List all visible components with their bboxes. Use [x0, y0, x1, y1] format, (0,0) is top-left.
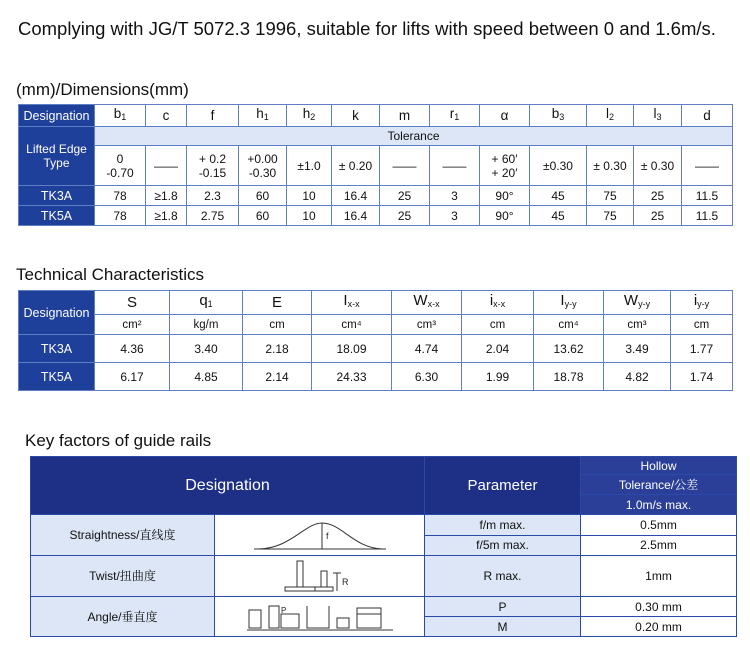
tol-l3: ± 0.30 — [634, 146, 682, 186]
param-cell: R max. — [425, 556, 581, 597]
fig-r-label: R — [341, 577, 348, 587]
table-cell: 18.78 — [534, 363, 604, 391]
table-cell: 3.49 — [604, 335, 671, 363]
twist-row — [31, 556, 737, 597]
col-h2: $h_2$ — [287, 105, 332, 127]
col-c: c — [146, 105, 187, 127]
col-b3: $b_3$ — [530, 105, 587, 127]
param-cell: f/5m max. — [425, 535, 581, 556]
designation-header: Designation — [19, 291, 95, 335]
tolerance-label: Tolerance — [95, 127, 733, 146]
table-cell: 16.4 — [332, 186, 380, 206]
value-cell: 0.5mm — [581, 515, 737, 536]
row-name: TK5A — [19, 206, 95, 226]
table-cell: 45 — [530, 206, 587, 226]
table-cell: 1.74 — [671, 363, 733, 391]
col-e: E — [243, 291, 312, 315]
table-cell: 25 — [380, 186, 430, 206]
straightness-row-1 — [31, 515, 737, 536]
col-k: k — [332, 105, 380, 127]
technical-units-row — [19, 315, 733, 335]
col-d: d — [682, 105, 733, 127]
col-f: f — [187, 105, 239, 127]
value-cell: 0.30 mm — [581, 597, 737, 617]
param-cell: f/m max. — [425, 515, 581, 536]
technical-symbols-row — [19, 291, 733, 315]
table-cell: 3.40 — [170, 335, 243, 363]
col-wxx: $W_{x-x}$ — [392, 291, 462, 315]
param-cell: P — [425, 597, 581, 617]
tol-f: + 0.2 -0.15 — [187, 146, 239, 186]
table-cell: 2.3 — [187, 186, 239, 206]
intro-text: Complying with JG/T 5072.3 1996, suitable for lifts with speed between 0 and 1.6m/s. — [18, 18, 716, 39]
tol-c: —— — [146, 146, 187, 186]
table-cell: 2.14 — [243, 363, 312, 391]
col-i-xx: $i_{x-x}$ — [462, 291, 534, 315]
col-b1: $b_1$ — [95, 105, 146, 127]
col-r1: $r_1$ — [430, 105, 480, 127]
unit-cell: cm — [243, 315, 312, 335]
col-h1: $h_1$ — [239, 105, 287, 127]
technical-heading: Technical Characteristics — [16, 265, 205, 284]
col-l3: $l_3$ — [634, 105, 682, 127]
angle-figure — [215, 597, 425, 637]
table-cell: 4.74 — [392, 335, 462, 363]
table-cell: 4.85 — [170, 363, 243, 391]
dimensions-heading: (mm)/Dimensions(mm) — [16, 80, 189, 99]
table-cell: 75 — [587, 186, 634, 206]
technical-table — [18, 290, 733, 391]
key-factors-table — [30, 456, 737, 637]
table-cell: 78 — [95, 206, 146, 226]
table-cell: 10 — [287, 186, 332, 206]
table-cell: 2.75 — [187, 206, 239, 226]
table-cell: 25 — [634, 186, 682, 206]
tol-r1: —— — [430, 146, 480, 186]
table-cell: 60 — [239, 186, 287, 206]
col-wyy: $W_{y-y}$ — [604, 291, 671, 315]
row-name: TK5A — [19, 363, 95, 391]
col-ixx: $I_{x-x}$ — [312, 291, 392, 315]
table-cell: 16.4 — [332, 206, 380, 226]
col-s: S — [95, 291, 170, 315]
value-cell: 0.20 mm — [581, 617, 737, 637]
designation-header: Designation — [19, 105, 95, 127]
fig-f-label: f — [325, 531, 329, 541]
angle-rail-icon — [245, 600, 395, 634]
tol-b3: ±0.30 — [530, 146, 587, 186]
table-cell: 45 — [530, 186, 587, 206]
row-name: TK3A — [19, 186, 95, 206]
col-alpha: α — [480, 105, 530, 127]
angle-label: Angle/垂直度 — [31, 597, 215, 637]
unit-cell: cm — [671, 315, 733, 335]
value-cell: 1mm — [581, 556, 737, 597]
dimensions-table — [18, 104, 733, 226]
col-m: m — [380, 105, 430, 127]
unit-cell: cm⁴ — [312, 315, 392, 335]
table-cell: ≥1.8 — [146, 186, 187, 206]
straightness-label: Straightness/直线度 — [31, 515, 215, 556]
table-cell: 6.30 — [392, 363, 462, 391]
lifted-edge-type-label: Lifted Edge Type — [19, 127, 95, 186]
tol-l2: ± 0.30 — [587, 146, 634, 186]
dim-row-tk5a — [19, 206, 733, 226]
key-parameter-header: Parameter — [425, 457, 581, 515]
key-header-row-1 — [31, 457, 737, 475]
table-cell: 11.5 — [682, 186, 733, 206]
table-cell: 2.18 — [243, 335, 312, 363]
key-designation-header: Designation — [31, 457, 425, 515]
unit-cell: cm³ — [392, 315, 462, 335]
table-cell: 24.33 — [312, 363, 392, 391]
tol-d: —— — [682, 146, 733, 186]
table-cell: 1.77 — [671, 335, 733, 363]
table-cell: 10 — [287, 206, 332, 226]
twist-rail-icon — [275, 557, 365, 595]
twist-figure — [215, 556, 425, 597]
unit-cell: cm³ — [604, 315, 671, 335]
row-name: TK3A — [19, 335, 95, 363]
dim-row-tk3a — [19, 186, 733, 206]
table-cell: 75 — [587, 206, 634, 226]
value-cell: 2.5mm — [581, 535, 737, 556]
table-cell: ≥1.8 — [146, 206, 187, 226]
col-q1: $q_1$ — [170, 291, 243, 315]
table-cell: 3 — [430, 206, 480, 226]
tol-m: —— — [380, 146, 430, 186]
table-cell: 18.09 — [312, 335, 392, 363]
straightness-curve-icon — [250, 517, 390, 553]
tol-k: ± 0.20 — [332, 146, 380, 186]
unit-cell: kg/m — [170, 315, 243, 335]
hollow-header: Hollow — [581, 457, 737, 475]
unit-cell: cm⁴ — [534, 315, 604, 335]
table-cell: 25 — [380, 206, 430, 226]
dimensions-header-row — [19, 105, 733, 127]
unit-cell: cm — [462, 315, 534, 335]
table-cell: 1.99 — [462, 363, 534, 391]
tol-alpha: + 60′ + 20′ — [480, 146, 530, 186]
table-cell: 4.82 — [604, 363, 671, 391]
param-cell: M — [425, 617, 581, 637]
unit-cell: cm² — [95, 315, 170, 335]
angle-row-1 — [31, 597, 737, 617]
tolerance-values-row — [19, 146, 733, 186]
table-cell: 78 — [95, 186, 146, 206]
col-iyy: $I_{y-y}$ — [534, 291, 604, 315]
col-l2: $l_2$ — [587, 105, 634, 127]
tol-h2: ±1.0 — [287, 146, 332, 186]
table-cell: 6.17 — [95, 363, 170, 391]
table-cell: 25 — [634, 206, 682, 226]
table-cell: 13.62 — [534, 335, 604, 363]
key-factors-heading: Key factors of guide rails — [25, 431, 212, 450]
table-cell: 3 — [430, 186, 480, 206]
tech-row-tk3a — [19, 335, 733, 363]
tolerance-header: Tolerance/公差 — [581, 475, 737, 495]
fig-p-label: P — [280, 605, 286, 615]
straightness-figure — [215, 515, 425, 556]
tol-b1: 0 -0.70 — [95, 146, 146, 186]
table-cell: 90° — [480, 186, 530, 206]
table-cell: 60 — [239, 206, 287, 226]
table-cell: 11.5 — [682, 206, 733, 226]
table-cell: 2.04 — [462, 335, 534, 363]
col-i-yy: $i_{y-y}$ — [671, 291, 733, 315]
tolerance-label-row — [19, 127, 733, 146]
speed-header: 1.0m/s max. — [581, 495, 737, 515]
table-cell: 90° — [480, 206, 530, 226]
table-cell: 4.36 — [95, 335, 170, 363]
tol-h1: +0.00 -0.30 — [239, 146, 287, 186]
tech-row-tk5a — [19, 363, 733, 391]
twist-label: Twist/扭曲度 — [31, 556, 215, 597]
